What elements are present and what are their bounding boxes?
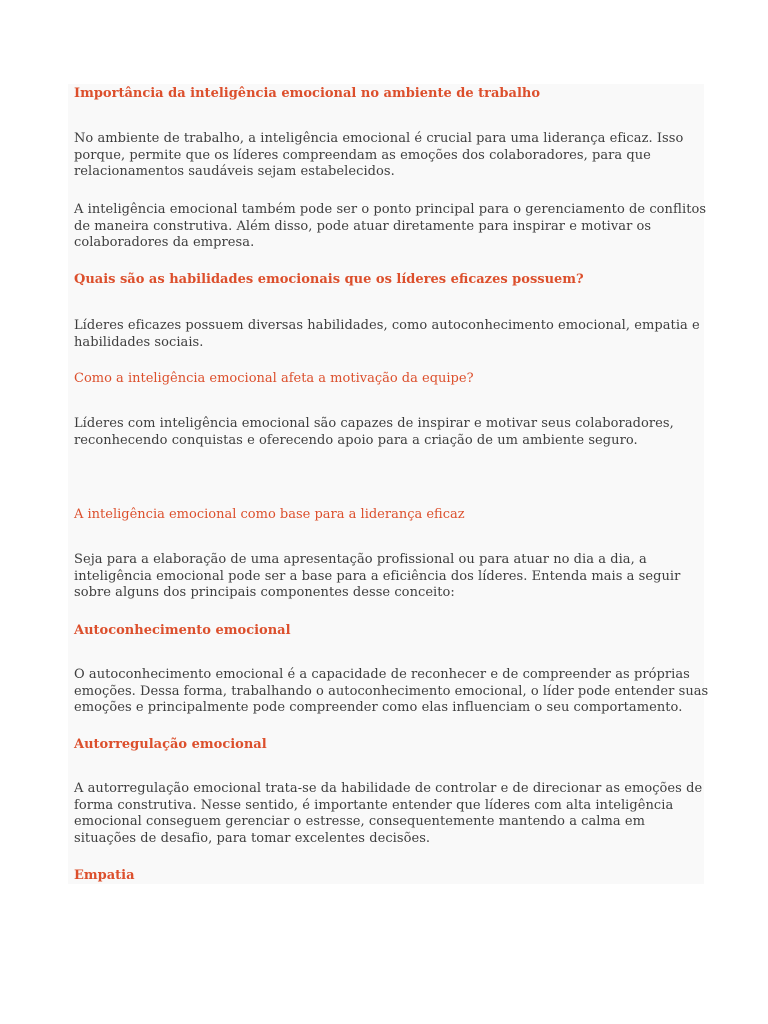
heading-importancia-inteligencia-emocional: Importância da inteligência emocional no ambiente de trabalho (74, 86, 541, 101)
heading-empatia: Empatia (74, 868, 135, 883)
paragraph-habilidades-lideres: Líderes eficazes possuem diversas habilidades, como autoconhecimento emocional, empatia e habilidades sociais. (74, 318, 700, 350)
paragraph-gerenciamento-conflitos: A inteligência emocional também pode ser o ponto principal para o gerenciamento de conflitos de maneira construtiva. Além disso, pode atuar diretamente para inspirar e motivar os colaboradores da empresa. (74, 202, 707, 250)
paragraph-ambiente-de-trabalho: No ambiente de trabalho, a inteligência emocional é crucial para uma liderança eficaz. Isso porque, permite que os líderes compreendam as emoções dos colaboradores, para que relacionamentos saudáveis sejam estabelecidos. (74, 131, 684, 179)
paragraph-autorregulacao: A autorregulação emocional trata-se da habilidade de controlar e de direcionar as emoções de forma construtiva. Nesse sentido, é importante entender que líderes com alta inteligência emocional conseguem gerenciar o estresse, consequentemente mantendo a calma em situações de desafio, para tomar excelentes decisões. (74, 781, 703, 846)
paragraph-autoconhecimento: O autoconhecimento emocional é a capacidade de reconhecer e de compreender as próprias emoções. Dessa forma, trabalhando o autoconhecimento emocional, o líder pode entender suas emoções e principalmente pode compreender como elas influenciam o seu comportamento. (74, 667, 709, 715)
heading-motivacao-equipe: Como a inteligência emocional afeta a motivação da equipe? (74, 371, 474, 386)
heading-base-lideranca-eficaz: A inteligência emocional como base para a liderança eficaz (74, 507, 465, 522)
heading-habilidades-emocionais: Quais são as habilidades emocionais que os líderes eficazes possuem? (74, 272, 584, 287)
heading-autorregulacao-emocional: Autorregulação emocional (74, 737, 267, 752)
paragraph-inspirar-motivar: Líderes com inteligência emocional são capazes de inspirar e motivar seus colaboradores, reconhecendo conquistas e oferecendo apoio para a criação de um ambiente seguro. (74, 416, 674, 448)
paragraph-componentes-conceito: Seja para a elaboração de uma apresentação profissional ou para atuar no dia a dia, a inteligência emocional pode ser a base para a eficiência dos líderes. Entenda mais a seguir sobre alguns dos principais componentes desse conceito: (74, 552, 681, 600)
heading-autoconhecimento-emocional: Autoconhecimento emocional (74, 623, 291, 638)
